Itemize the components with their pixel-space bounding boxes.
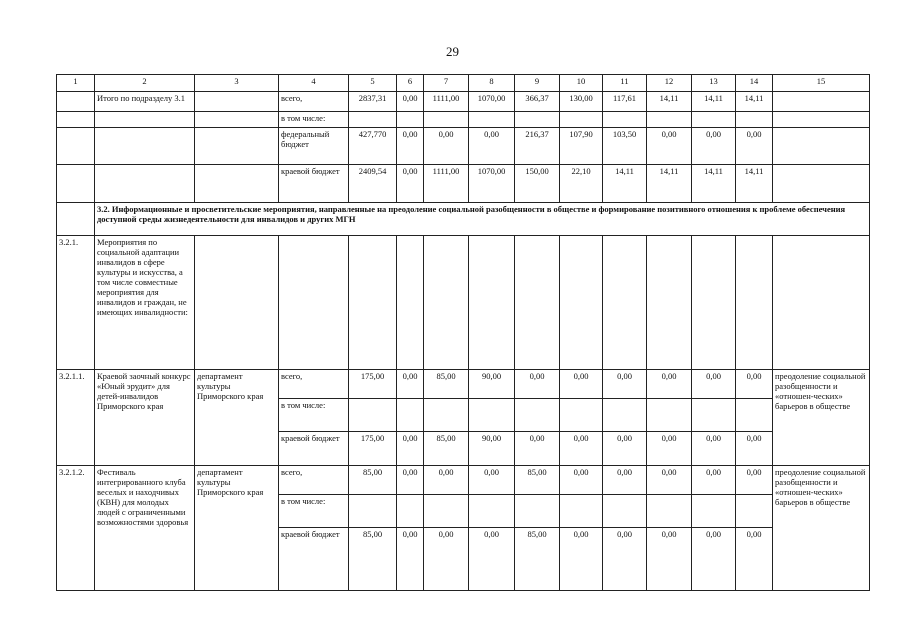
header-cell: 4 <box>279 75 349 92</box>
empty-cell <box>469 236 515 370</box>
value-cell <box>469 112 515 128</box>
value-cell: 0,00 <box>397 432 424 466</box>
value-cell: 0,00 <box>515 370 560 399</box>
value-cell <box>424 495 469 528</box>
value-cell: 103,50 <box>603 128 647 165</box>
value-cell: 1111,00 <box>424 92 469 112</box>
value-cell: 0,00 <box>692 528 736 591</box>
value-cell: 85,00 <box>424 432 469 466</box>
section-title: 3.2. Информационные и просветительские мероприятия, направленные на преодоление социальной разобщенности в обществе и формирование позитивного отношения к проблеме обеспечения доступной среды жизнедеятельности для инвалидов и других МГН <box>95 203 870 236</box>
funding-type: всего, <box>279 466 349 495</box>
item-row <box>57 236 870 370</box>
value-cell <box>560 495 603 528</box>
header-cell: 10 <box>560 75 603 92</box>
code-cell <box>57 203 95 236</box>
value-cell <box>647 495 692 528</box>
value-cell <box>515 112 560 128</box>
value-cell: 90,00 <box>469 370 515 399</box>
value-cell: 0,00 <box>397 92 424 112</box>
funding-type: в том числе: <box>279 399 349 432</box>
value-cell: 427,770 <box>349 128 397 165</box>
subtotal-row <box>57 128 870 165</box>
value-cell: 0,00 <box>469 528 515 591</box>
value-cell <box>469 495 515 528</box>
header-cell: 9 <box>515 75 560 92</box>
value-cell <box>603 399 647 432</box>
subtotal-name <box>95 128 195 165</box>
value-cell <box>736 112 773 128</box>
executor-cell: департамент культуры Приморского края <box>195 370 279 466</box>
value-cell: 175,00 <box>349 432 397 466</box>
value-cell: 0,00 <box>560 370 603 399</box>
value-cell <box>349 112 397 128</box>
value-cell: 85,00 <box>515 466 560 495</box>
header-cell: 11 <box>603 75 647 92</box>
value-cell: 0,00 <box>692 466 736 495</box>
item-name: Фестиваль интегрированного клуба веселых и находчивых (КВН) для молодых людей с ограниченными возможностями здоровья <box>95 466 195 591</box>
value-cell: 0,00 <box>692 128 736 165</box>
result-cell: преодоление социальной разобщенности и «отношен-ческих» барьеров в обществе <box>773 370 870 466</box>
value-cell: 85,00 <box>349 528 397 591</box>
item-name: Краевой заочный конкурс «Юный эрудит» для детей-инвалидов Приморского края <box>95 370 195 466</box>
empty-cell <box>736 236 773 370</box>
value-cell <box>603 495 647 528</box>
value-cell <box>424 112 469 128</box>
result-cell: преодоление социальной разобщенности и «отношен-ческих» барьеров в обществе <box>773 466 870 591</box>
value-cell: 1111,00 <box>424 165 469 203</box>
value-cell <box>560 399 603 432</box>
header-cell: 5 <box>349 75 397 92</box>
value-cell: 0,00 <box>560 466 603 495</box>
value-cell: 0,00 <box>603 466 647 495</box>
funding-type: в том числе: <box>279 112 349 128</box>
value-cell: 14,11 <box>647 165 692 203</box>
value-cell: 90,00 <box>469 432 515 466</box>
value-cell: 130,00 <box>560 92 603 112</box>
value-cell: 0,00 <box>424 128 469 165</box>
item-name: Мероприятия по социальной адаптации инвалидов в сфере культуры и искусства, а том числе совместные мероприятия для инвалидов и граждан, не имеющих инвалидности: <box>95 236 195 370</box>
value-cell: 216,37 <box>515 128 560 165</box>
value-cell: 0,00 <box>736 528 773 591</box>
value-cell <box>603 112 647 128</box>
empty-cell <box>349 236 397 370</box>
value-cell: 0,00 <box>397 466 424 495</box>
header-cell: 1 <box>57 75 95 92</box>
header-cell: 3 <box>195 75 279 92</box>
value-cell: 0,00 <box>397 128 424 165</box>
executor-cell <box>195 128 279 165</box>
header-cell: 6 <box>397 75 424 92</box>
value-cell: 0,00 <box>647 370 692 399</box>
value-cell: 0,00 <box>647 528 692 591</box>
result-cell <box>773 112 870 128</box>
value-cell: 0,00 <box>469 466 515 495</box>
header-cell: 15 <box>773 75 870 92</box>
value-cell: 175,00 <box>349 370 397 399</box>
funding-type: всего, <box>279 92 349 112</box>
value-cell: 0,00 <box>397 528 424 591</box>
value-cell: 150,00 <box>515 165 560 203</box>
value-cell: 0,00 <box>603 370 647 399</box>
value-cell: 14,11 <box>736 165 773 203</box>
value-cell <box>736 495 773 528</box>
value-cell: 0,00 <box>736 466 773 495</box>
code-cell <box>57 165 95 203</box>
funding-type: федеральный бюджет <box>279 128 349 165</box>
result-cell <box>773 165 870 203</box>
item-row <box>57 466 870 495</box>
value-cell <box>397 495 424 528</box>
subtotal-row <box>57 165 870 203</box>
value-cell: 0,00 <box>736 128 773 165</box>
value-cell: 0,00 <box>424 466 469 495</box>
subtotal-name <box>95 112 195 128</box>
subtotal-name <box>95 165 195 203</box>
value-cell: 14,11 <box>692 165 736 203</box>
value-cell: 0,00 <box>424 528 469 591</box>
program-table <box>56 74 870 591</box>
item-code: 3.2.1. <box>57 236 95 370</box>
value-cell <box>692 112 736 128</box>
section-row <box>57 203 870 236</box>
value-cell <box>349 399 397 432</box>
value-cell <box>647 112 692 128</box>
value-cell: 0,00 <box>736 432 773 466</box>
subtotal-row <box>57 92 870 112</box>
empty-cell <box>560 236 603 370</box>
value-cell: 1070,00 <box>469 92 515 112</box>
empty-cell <box>279 236 349 370</box>
value-cell: 0,00 <box>647 128 692 165</box>
result-cell <box>773 128 870 165</box>
funding-type: краевой бюджет <box>279 528 349 591</box>
executor-cell <box>195 112 279 128</box>
funding-type: краевой бюджет <box>279 165 349 203</box>
result-cell <box>773 92 870 112</box>
value-cell <box>397 112 424 128</box>
value-cell: 0,00 <box>603 432 647 466</box>
header-row <box>57 75 870 92</box>
empty-cell <box>424 236 469 370</box>
value-cell <box>515 495 560 528</box>
value-cell: 0,00 <box>647 432 692 466</box>
header-cell: 14 <box>736 75 773 92</box>
executor-cell: департамент культуры Приморского края <box>195 466 279 591</box>
header-cell: 7 <box>424 75 469 92</box>
value-cell: 2837,31 <box>349 92 397 112</box>
header-cell: 13 <box>692 75 736 92</box>
funding-type: в том числе: <box>279 495 349 528</box>
value-cell: 1070,00 <box>469 165 515 203</box>
item-row <box>57 370 870 399</box>
value-cell: 0,00 <box>603 528 647 591</box>
value-cell: 14,11 <box>736 92 773 112</box>
value-cell: 85,00 <box>349 466 397 495</box>
value-cell: 85,00 <box>515 528 560 591</box>
empty-cell <box>397 236 424 370</box>
executor-cell <box>195 92 279 112</box>
subtotal-row <box>57 112 870 128</box>
value-cell <box>397 399 424 432</box>
value-cell <box>515 399 560 432</box>
value-cell <box>736 399 773 432</box>
header-cell: 8 <box>469 75 515 92</box>
value-cell: 0,00 <box>692 432 736 466</box>
header-cell: 2 <box>95 75 195 92</box>
value-cell <box>560 112 603 128</box>
code-cell <box>57 112 95 128</box>
value-cell: 366,37 <box>515 92 560 112</box>
value-cell: 22,10 <box>560 165 603 203</box>
empty-cell <box>195 236 279 370</box>
funding-type: всего, <box>279 370 349 399</box>
empty-cell <box>773 236 870 370</box>
empty-cell <box>603 236 647 370</box>
value-cell: 0,00 <box>692 370 736 399</box>
item-code: 3.2.1.1. <box>57 370 95 466</box>
empty-cell <box>647 236 692 370</box>
value-cell <box>349 495 397 528</box>
value-cell <box>424 399 469 432</box>
empty-cell <box>515 236 560 370</box>
value-cell: 107,90 <box>560 128 603 165</box>
value-cell: 0,00 <box>397 370 424 399</box>
value-cell <box>692 495 736 528</box>
value-cell: 0,00 <box>560 528 603 591</box>
value-cell: 0,00 <box>515 432 560 466</box>
value-cell <box>647 399 692 432</box>
value-cell: 0,00 <box>647 466 692 495</box>
subtotal-name: Итого по подразделу 3.1 <box>95 92 195 112</box>
value-cell: 14,11 <box>603 165 647 203</box>
value-cell: 14,11 <box>692 92 736 112</box>
funding-type: краевой бюджет <box>279 432 349 466</box>
value-cell: 2409,54 <box>349 165 397 203</box>
value-cell: 14,11 <box>647 92 692 112</box>
header-cell: 12 <box>647 75 692 92</box>
value-cell: 0,00 <box>469 128 515 165</box>
empty-cell <box>692 236 736 370</box>
code-cell <box>57 92 95 112</box>
page-number: 29 <box>446 44 459 59</box>
value-cell: 117,61 <box>603 92 647 112</box>
value-cell: 0,00 <box>736 370 773 399</box>
value-cell: 0,00 <box>397 165 424 203</box>
value-cell: 85,00 <box>424 370 469 399</box>
item-code: 3.2.1.2. <box>57 466 95 591</box>
code-cell <box>57 128 95 165</box>
value-cell <box>469 399 515 432</box>
value-cell: 0,00 <box>560 432 603 466</box>
executor-cell <box>195 165 279 203</box>
value-cell <box>692 399 736 432</box>
